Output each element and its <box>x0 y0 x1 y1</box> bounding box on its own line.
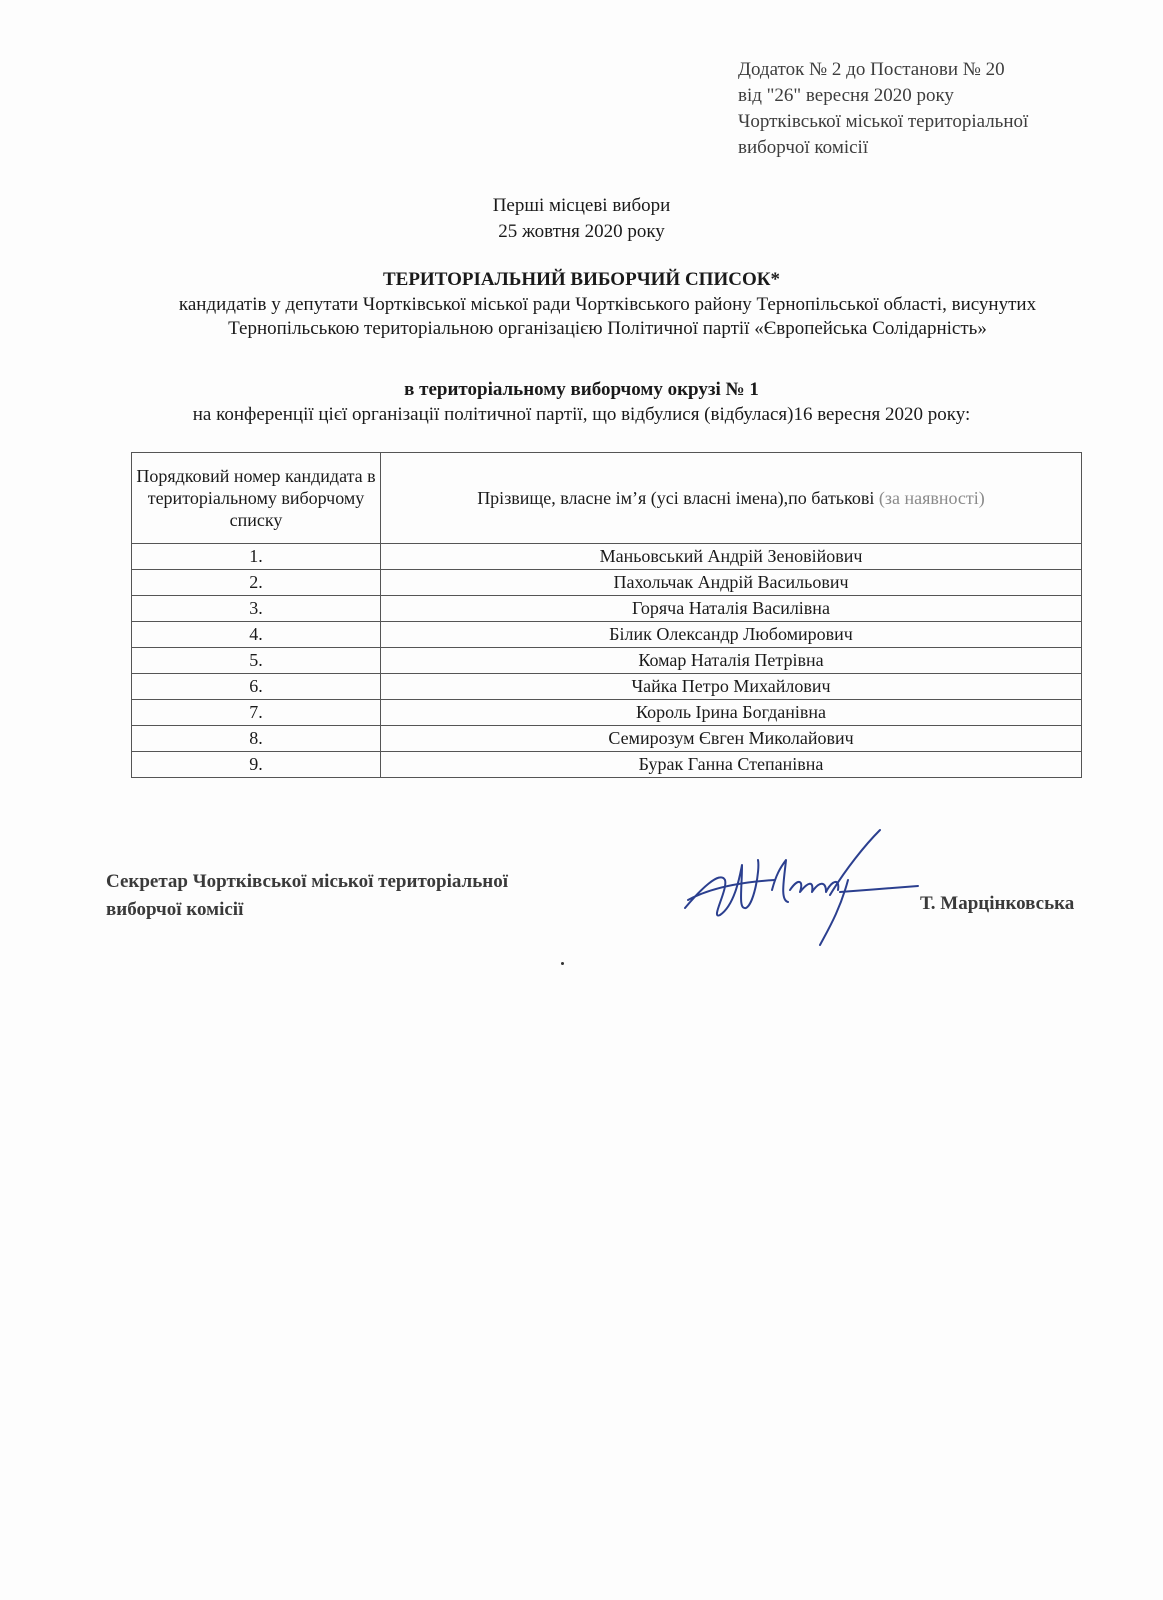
table-row <box>132 674 1082 700</box>
stray-dot <box>561 962 564 965</box>
table-row <box>132 570 1082 596</box>
row-candidate-name: Чайка Петро Михайлович <box>381 674 1082 700</box>
row-number: 8. <box>132 726 381 752</box>
row-candidate-name: Горяча Наталія Василівна <box>381 596 1082 622</box>
election-name: Перші місцеві вибори <box>492 195 671 216</box>
secretary-role <box>106 868 508 924</box>
secretary-role-line-2: виборчої комісії <box>106 899 244 920</box>
document-title: ТЕРИТОРІАЛЬНИЙ ВИБОРЧИЙ СПИСОК* <box>382 269 781 290</box>
row-candidate-name: Маньовський Андрій Зеновійович <box>381 544 1082 570</box>
conference-line: на конференції цієї організації політичної партії, що відбулися (відбулася)16 вересня 2020 року: <box>192 404 971 425</box>
table-row <box>132 648 1082 674</box>
handwritten-signature <box>680 820 920 950</box>
candidates-table <box>131 452 1082 778</box>
header-name-text: Прізвище, власне ім’я (усі власні імена),по батькові <box>477 487 875 508</box>
row-number: 2. <box>132 570 381 596</box>
table-header-row <box>132 453 1082 544</box>
row-number: 3. <box>132 596 381 622</box>
row-number: 9. <box>132 752 381 778</box>
header-name-cell <box>381 453 1082 544</box>
row-number: 6. <box>132 674 381 700</box>
table-row <box>132 752 1082 778</box>
row-number: 1. <box>132 544 381 570</box>
appendix-line-3: Чортківської міської територіальної <box>738 111 1029 132</box>
appendix-note <box>738 57 1028 161</box>
district-line: в територіальному виборчому окрузі № 1 <box>404 379 759 400</box>
row-candidate-name: Король Ірина Богданівна <box>381 700 1082 726</box>
header-number-cell: Порядковий номер кандидата в територіальному виборчому списку <box>132 453 381 544</box>
document-subtitle: кандидатів у депутати Чортківської міської ради Чортківського району Тернопільської області, висунутих Тернопільською територіальною організацією Політичної партії «Європейська Солідарність» <box>178 294 1037 339</box>
secretary-role-line-1: Секретар Чортківської міської територіальної <box>106 871 508 892</box>
election-date: 25 жовтня 2020 року <box>498 221 665 242</box>
row-number: 4. <box>132 622 381 648</box>
row-number: 7. <box>132 700 381 726</box>
row-candidate-name: Білик Олександр Любомирович <box>381 622 1082 648</box>
row-candidate-name: Семирозум Євген Миколайович <box>381 726 1082 752</box>
row-candidate-name: Пахольчак Андрій Васильович <box>381 570 1082 596</box>
row-candidate-name: Комар Наталія Петрівна <box>381 648 1082 674</box>
appendix-line-2: від "26" вересня 2020 року <box>738 85 954 106</box>
table-row <box>132 596 1082 622</box>
table-row <box>132 700 1082 726</box>
election-heading <box>0 193 1163 245</box>
table-row <box>132 726 1082 752</box>
row-candidate-name: Бурак Ганна Степанівна <box>381 752 1082 778</box>
row-number: 5. <box>132 648 381 674</box>
table-row <box>132 544 1082 570</box>
table-row <box>132 622 1082 648</box>
signer-name: Т. Марцінковська <box>920 893 1075 914</box>
header-name-note: (за наявності) <box>878 487 985 508</box>
appendix-line-1: Додаток № 2 до Постанови № 20 <box>738 59 1005 80</box>
appendix-line-4: виборчої комісії <box>738 137 869 158</box>
